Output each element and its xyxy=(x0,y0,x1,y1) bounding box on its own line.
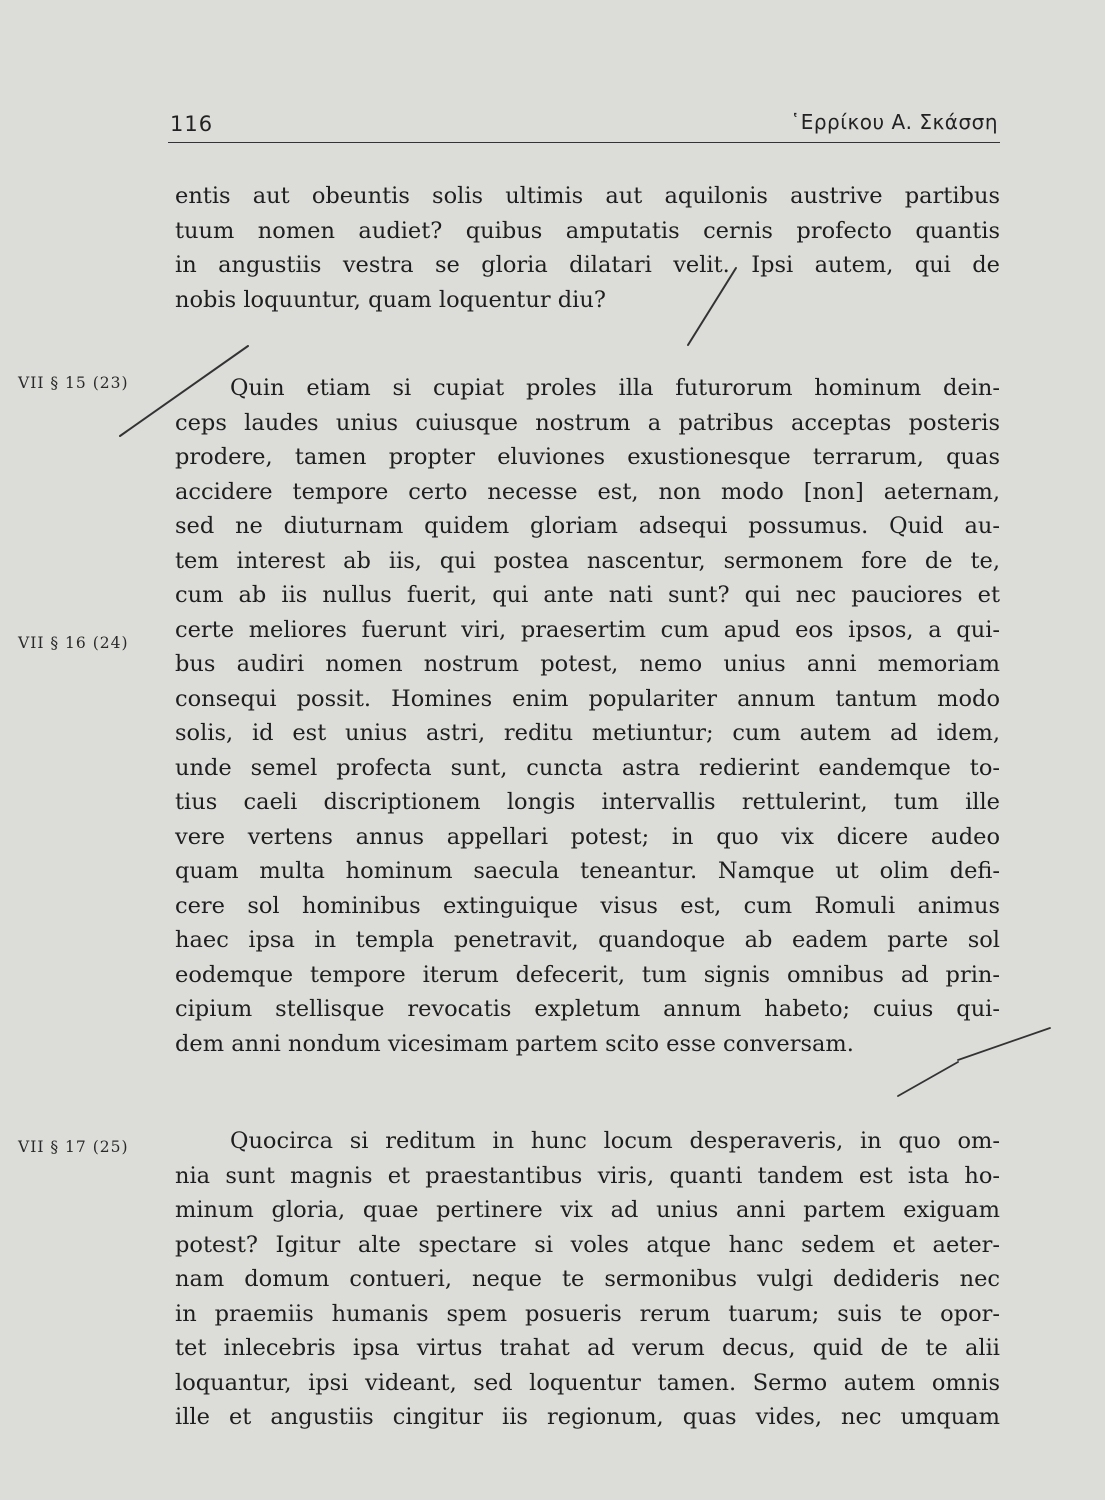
text-line: prodere, tamen propter eluviones exustionesque terrarum, quas xyxy=(175,444,1000,470)
text-line: quam multa hominum saecula teneantur. Namque ut olim defi- xyxy=(175,858,1000,884)
text-line: tuum nomen audiet? quibus amputatis cernis profecto quantis xyxy=(175,217,1000,244)
text-line: unde semel profecta sunt, cuncta astra redierint eandemque to- xyxy=(175,754,1000,781)
text-line: Quocirca si reditum in hunc locum desperaveris, in quo om- xyxy=(230,1128,1000,1154)
text-line: ceps laudes unius cuiusque nostrum a patribus acceptas posteris xyxy=(175,409,1000,436)
text-line: eodemque tempore iterum defecerit, tum signis omnibus ad prin- xyxy=(175,961,1000,988)
page-number: 116 xyxy=(170,112,214,136)
text-line: haec ipsa in templa penetravit, quandoque ab eadem parte sol xyxy=(175,927,1000,953)
text-line: ille et angustiis cingitur iis regionum, quas vides, nec umquam xyxy=(175,1404,1000,1430)
text-line: entis aut obeuntis solis ultimis aut aquilonis austrive partibus xyxy=(175,183,1000,209)
margin-reference: VII § 17 (25) xyxy=(18,1138,129,1156)
text-line: solis, id est unius astri, reditu metiuntur; cum autem ad idem, xyxy=(175,720,1000,746)
text-line: cipium stellisque revocatis expletum annum habeto; cuius qui- xyxy=(175,996,1000,1022)
text-line: tem interest ab iis, qui postea nascentur, sermonem fore de te, xyxy=(175,547,1000,574)
paragraph-1 xyxy=(175,179,1000,317)
text-line: nobis loquuntur, quam loquentur diu? xyxy=(175,286,606,313)
text-line: certe meliores fuerunt viri, praesertim cum apud eos ipsos, a qui- xyxy=(175,616,1000,643)
text-line: cum ab iis nullus fuerit, qui ante nati sunt? qui nec pauciores et xyxy=(175,582,1000,608)
paragraph-2 xyxy=(175,371,1000,1061)
text-line: cere sol hominibus extinguique visus est, cum Romuli animus xyxy=(175,892,1000,919)
text-line: nam domum contueri, neque te sermonibus vulgi dedideris nec xyxy=(175,1266,1000,1292)
text-line: vere vertens annus appellari potest; in quo vix dicere audeo xyxy=(175,823,1000,850)
text-line: Quin etiam si cupiat proles illa futurorum hominum dein- xyxy=(230,375,1000,401)
text-line: bus audiri nomen nostrum potest, nemo unius anni memoriam xyxy=(175,651,1000,677)
text-line: accidere tempore certo necesse est, non modo [non] aeternam, xyxy=(175,478,1000,505)
text-line: consequi possit. Homines enim populariter annum tantum modo xyxy=(175,685,1000,712)
page-header xyxy=(168,106,1000,143)
text-line: in praemiis humanis spem posueris rerum tuarum; suis te opor- xyxy=(175,1300,1000,1327)
paragraph-3 xyxy=(175,1124,1000,1435)
margin-reference: VII § 15 (23) xyxy=(18,374,129,392)
text-line: minum gloria, quae pertinere vix ad unius anni partem exiguam xyxy=(175,1197,1000,1223)
text-line: in angustiis vestra se gloria dilatari velit. Ipsi autem, qui de xyxy=(175,252,1000,278)
text-line: sed ne diuturnam quidem gloriam adsequi possumus. Quid au- xyxy=(175,513,1000,539)
text-line: loquantur, ipsi videant, sed loquentur tamen. Sermo autem omnis xyxy=(175,1369,1000,1396)
margin-reference: VII § 16 (24) xyxy=(18,634,129,652)
text-line: dem anni nondum vicesimam partem scito esse conversam. xyxy=(175,1030,854,1057)
text-line: tet inlecebris ipsa virtus trahat ad verum decus, quid de te alii xyxy=(175,1335,1000,1361)
running-head: ῾Ερρίκου Α. Σκάσση xyxy=(790,110,998,134)
text-line: tius caeli discriptionem longis intervallis rettulerint, tum ille xyxy=(175,789,1000,815)
text-line: potest? Igitur alte spectare si voles atque hanc sedem et aeter- xyxy=(175,1231,1000,1258)
text-line: nia sunt magnis et praestantibus viris, quanti tandem est ista ho- xyxy=(175,1162,1000,1189)
